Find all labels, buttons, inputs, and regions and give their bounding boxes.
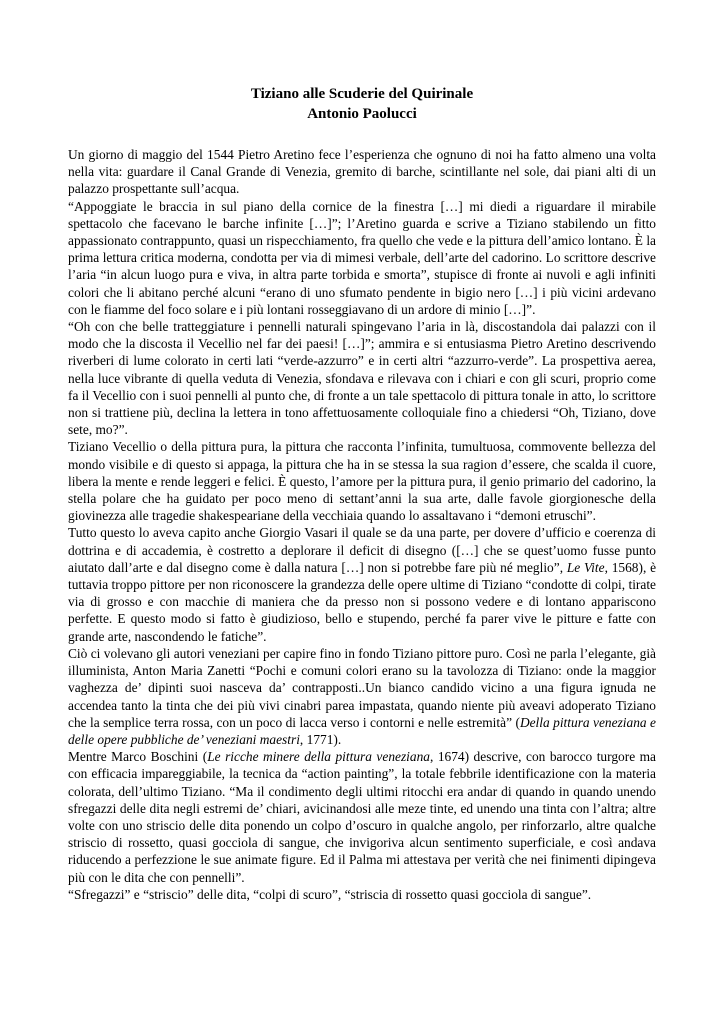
paragraph-6-text-b: , 1771). (299, 731, 342, 747)
paragraph-3: “Oh con che belle tratteggiature i pennelli naturali spingevano l’aria in là, discostandola dai palazzi con il modo che la discosta il Vecellio nel far dei paesi! […]”; ammira e si entusiasma Pietro Aretino descrivendo riverberi di lume colorato in certi lati “verde-azzurro” e in certi altri “azzurro-verde”. La prospettiva aerea, nella luce vibrante di quella veduta di Venezia, sfondava e rilevava con i chiari e con gli scuri, proprio come fa il Vecellio con i suoi pennelli al punto che, di fronte a un tale spettacolo di pittura tonale in atto, lo scrittore non si trattiene più, declina la lettera in tono affettuosamente colloquiale fino a chiedersi “Oh, Tiziano, dove sete, mo?”. (68, 319, 656, 438)
book-title-le-ricche-minere: Le ricche minere della pittura veneziana (207, 749, 430, 765)
document-author: Antonio Paolucci (307, 106, 417, 122)
document-page (68, 84, 656, 903)
book-title-della-pittura-veneziana: Della pittura veneziana e delle opere pubbliche de’ veneziani maestri (68, 714, 656, 747)
paragraph-7-text-b: , 1674) descrive, con barocco turgore ma con efficacia impareggiabile, la tecnica da “action painting”, la totale febbrile identificazione con la materia colorata, dell’ultimo Tiziano. “Ma il condimento degli ultimi ritocchi era andar di quando in quando unendo sfregazzi delle dita negli estremi de’ chiari, avicinandosi alle meze tinte, ed unendo una tinta con l’altra; altre volte con uno striscio delle dita ponendo un colpo d’oscuro in qualche angolo, per rinforzarlo, altre qualche striscio di rossetto, quasi gocciola di sangue, che invigoriva alcun sentimento superficiale, e così andava riducendo a perfezzione le sue animate figure. Ed il Palma mi attestava per verità che nei finimenti dipingeva più con le dita che con pennelli”. (68, 749, 656, 885)
paragraph-4: Tiziano Vecellio o della pittura pura, la pittura che racconta l’infinita, tumultuosa, commovente bellezza del mondo visibile e di questo si appaga, la pittura che ha in se stessa la sua ragion d’essere, che scalda il cuore, libera la mente e rende leggeri e felici. È questo, l’amore per la pittura pura, il genio primario del cadorino, la stella polare che ha guidato per poco meno di settant’anni la sua arte, dalle favole giorgionesche della giovinezza alle tragedie shakespeariane della vecchiaia quando lo assaltavano i “demoni etruschi”. (68, 439, 656, 524)
paragraph-2: “Appoggiate le braccia in sul piano della cornice de la finestra […] mi diedi a riguardare il mirabile spettacolo che facevano le barche infinite […]”; l’Aretino guarda e scrive a Tiziano stabilendo un fitto appassionato contrappunto, quasi un rispecchiamento, fra quello che vede e la pittura dell’amico lontano. È la prima lettura critica moderna, condotta per via di mimesi verbale, dell’arte del cadorino. Lo scrittore descrive l’aria “in alcun luogo pura e viva, in altra parte torbida e smorta”, stupisce di fronte ai nuvoli e agli infiniti colori che li abitano perché alcuni “erano di uno sfumato pendente in bigio nero […] i più vicini ardevano con le fiamme del foco solare e i più lontani rosseggiavano di un ardore di minio […]”. (68, 198, 656, 317)
paragraph-5-text-b: , 1568), è tuttavia troppo pittore per non riconoscere la grandezza delle opere ultime di Tiziano “condotte di colpi, tirate via di grosso e con macchie di maniera che da presso non si possono vedere e di lontano appariscono perfette. E questo modo si fatto è giudizioso, bello e stupendo, perché fa parer vive le pitture e fatte con grande arte, nascondendo le fatiche”. (68, 559, 657, 644)
book-title-le-vite: Le Vite (566, 559, 605, 575)
document-title: Tiziano alle Scuderie del Quirinale (250, 86, 474, 102)
paragraph-7 (68, 748, 656, 886)
paragraph-5 (68, 524, 656, 644)
paragraph-1: Un giorno di maggio del 1544 Pietro Aretino fece l’esperienza che ognuno di noi ha fatto almeno una volta nella vita: guardare il Canal Grande di Venezia, gremito di barche, scintillante nel sole, dai piani alti di un palazzo prospettante sull’acqua. (68, 147, 656, 197)
paragraph-7-text-a: Mentre Marco Boschini ( (68, 749, 208, 765)
paragraph-5-text-a: Tutto questo lo aveva capito anche Giorgio Vasari il quale se da una parte, per dovere d’ufficio e coerenza di dottrina e di accademia, è costretto a deplorare il deficit di disegno ([…] che se quest’uomo fusse punto aiutato dall’arte e dal disegno come è dalla natura […] non si potrebbe fare più né meglio”, (68, 525, 656, 575)
paragraph-6 (68, 645, 656, 748)
paragraph-6-text-a: Ciò ci volevano gli autori veneziani per capire fino in fondo Tiziano pittore puro. Così ne parla l’elegante, già illuminista, Anton Maria Zanetti “Pochi e comuni colori erano su la tavolozza di Tiziano: onde la maggior vaghezza de’ dipinti suoi nasceva da’ contrapposti..Un bianco candido vicino a una figura ignuda ne accendea tanto la tinta che dei più vivi cinabri parea impastata, quando niente più aveavi adoperato Tiziano che la semplice terra rossa, con un poco di lacca verso i contorni e nelle estremità” ( (68, 645, 656, 730)
paragraph-8: “Sfregazzi” e “striscio” delle dita, “colpi di scuro”, “striscia di rossetto quasi gocciola di sangue”. (68, 886, 592, 902)
